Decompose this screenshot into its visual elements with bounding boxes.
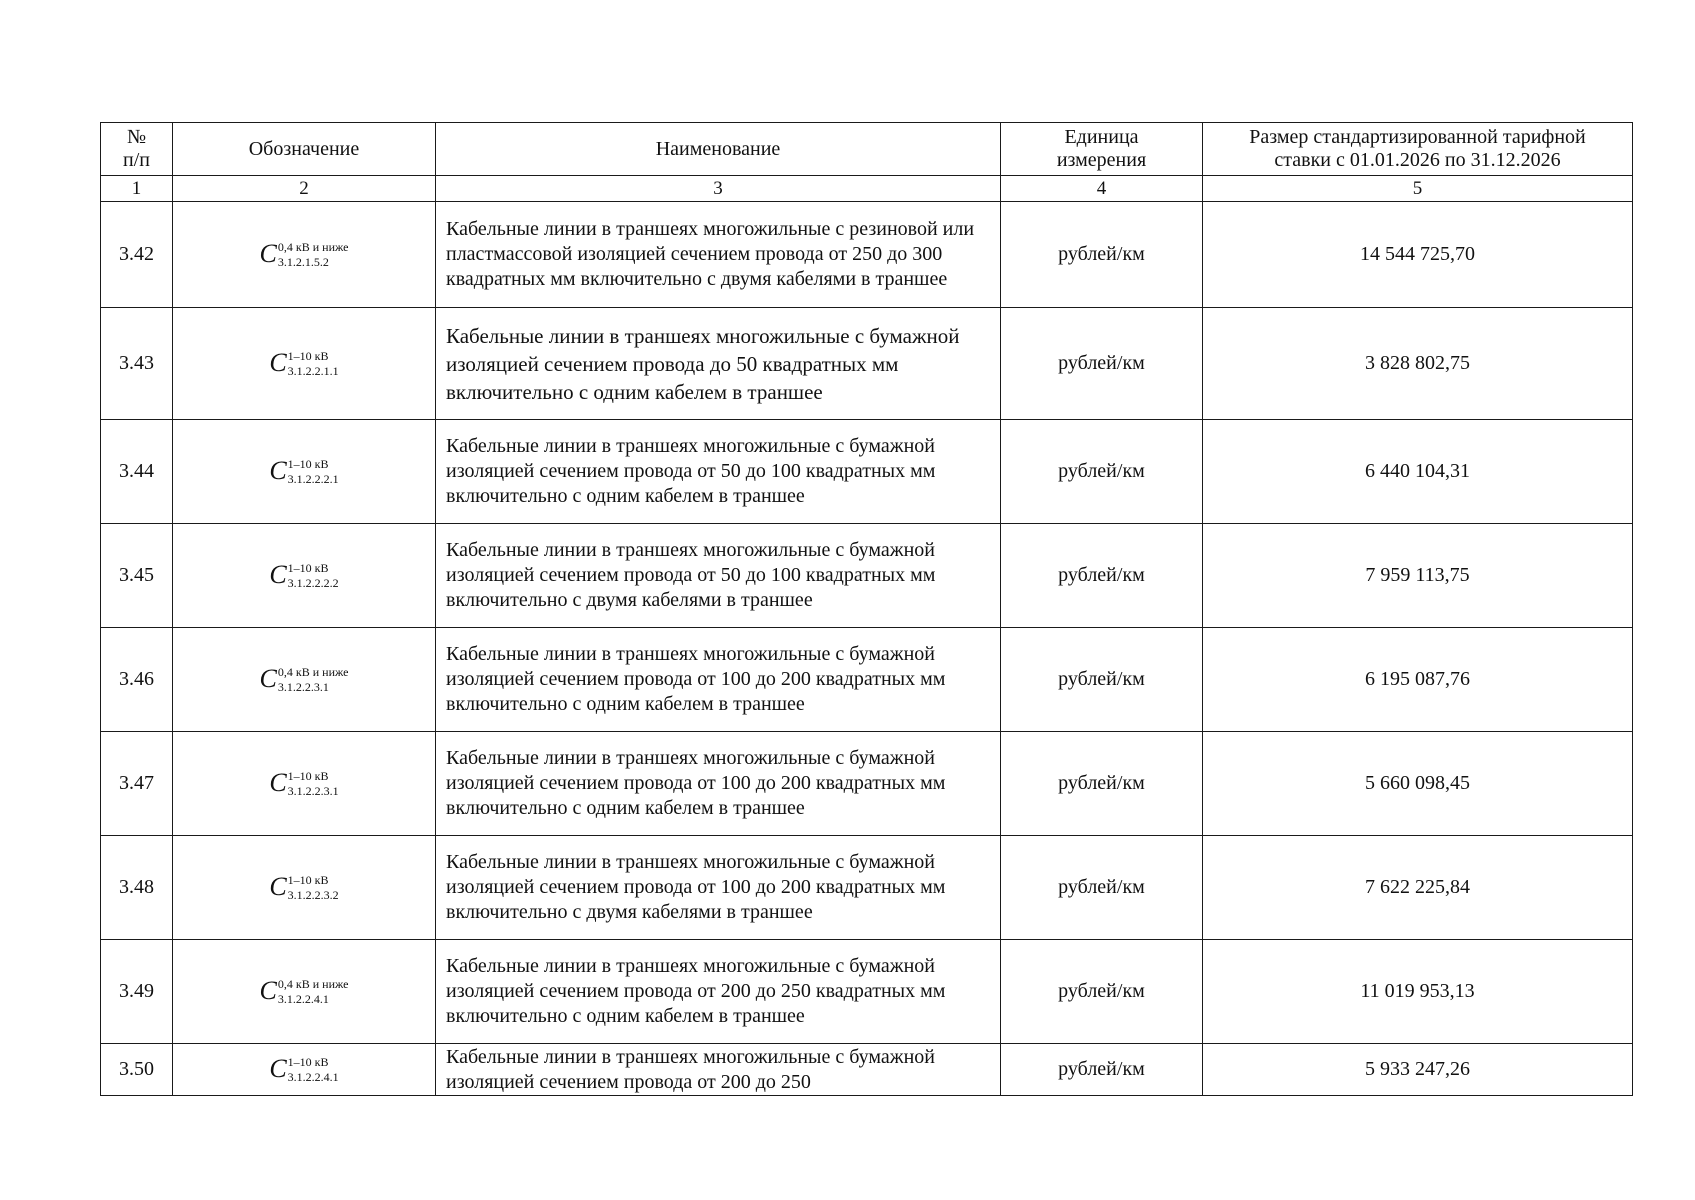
designation-symbol: C: [269, 768, 287, 797]
row-rate-value: 5 933 247,26: [1203, 1044, 1633, 1096]
row-designation: [173, 1044, 436, 1096]
row-name: [436, 1044, 1001, 1096]
row-name: [436, 732, 1001, 836]
designation-formula: [269, 457, 338, 486]
column-number: 1: [101, 176, 173, 202]
row-name-text: Кабельные линии в траншеях многожильные с бумажной изоляцией сечением провода от 100 до 200 квадратных мм включительно с одним кабелем в траншее: [446, 643, 946, 715]
designation-formula: [260, 240, 349, 269]
row-number: 3.42: [101, 202, 173, 308]
header-unit: Единица измерения: [1001, 123, 1203, 176]
designation-subscript: 3.1.2.1.5.2: [277, 255, 329, 269]
row-rate-value: 11 019 953,13: [1203, 940, 1633, 1044]
designation-subscript: 3.1.2.2.2.2: [287, 576, 339, 590]
designation-formula: [269, 1055, 338, 1084]
row-number: 3.44: [101, 420, 173, 524]
column-number: 5: [1203, 176, 1633, 202]
designation-superscript: 1–10 кВ: [287, 1055, 329, 1069]
column-number: 3: [436, 176, 1001, 202]
row-name: [436, 202, 1001, 308]
row-unit: рублей/км: [1001, 628, 1203, 732]
designation-symbol: C: [269, 872, 287, 901]
column-number: 2: [173, 176, 436, 202]
designation-symbol: C: [269, 456, 287, 485]
designation-superscript: 0,4 кВ и ниже: [277, 977, 349, 991]
row-designation: [173, 628, 436, 732]
row-name: [436, 308, 1001, 420]
table-row: [101, 940, 1633, 1044]
column-number: 4: [1001, 176, 1203, 202]
column-numbers-row: [101, 176, 1633, 202]
row-name-text: Кабельные линии в траншеях многожильные с бумажной изоляцией сечением провода от 50 до 100 квадратных мм включительно с двумя кабелями в траншее: [446, 539, 936, 611]
designation-superscript: 1–10 кВ: [287, 457, 329, 471]
row-designation: [173, 420, 436, 524]
row-unit: рублей/км: [1001, 1044, 1203, 1096]
designation-superscript: 1–10 кВ: [287, 769, 329, 783]
row-rate-value: 7 622 225,84: [1203, 836, 1633, 940]
table-row: [101, 836, 1633, 940]
row-number: 3.47: [101, 732, 173, 836]
row-designation: [173, 836, 436, 940]
designation-symbol: C: [259, 239, 277, 268]
designation-subscript: 3.1.2.2.1.1: [287, 364, 339, 378]
designation-superscript: 1–10 кВ: [287, 561, 329, 575]
designation-formula: [260, 665, 349, 694]
designation-subscript: 3.1.2.2.4.1: [287, 1070, 339, 1084]
row-designation: [173, 308, 436, 420]
header-rate: Размер стандартизированной тарифной ставки с 01.01.2026 по 31.12.2026: [1203, 123, 1633, 176]
row-rate-value: 3 828 802,75: [1203, 308, 1633, 420]
row-unit: рублей/км: [1001, 308, 1203, 420]
designation-symbol: C: [269, 1054, 287, 1083]
table-row: [101, 732, 1633, 836]
designation-formula: [260, 977, 349, 1006]
designation-symbol: C: [269, 560, 287, 589]
designation-subscript: 3.1.2.2.4.1: [277, 992, 329, 1006]
designation-symbol: C: [259, 976, 277, 1005]
table-row: [101, 628, 1633, 732]
row-name: [436, 836, 1001, 940]
row-name-text: Кабельные линии в траншеях многожильные с бумажной изоляцией сечением провода от 50 до 100 квадратных мм включительно с одним кабелем в траншее: [446, 435, 936, 507]
row-name-text: Кабельные линии в траншеях многожильные с бумажной изоляцией сечением провода от 200 до 250 квадратных мм включительно с одним кабелем в траншее: [446, 955, 946, 1027]
header-name: Наименование: [436, 123, 1001, 176]
row-designation: [173, 202, 436, 308]
table-row: [101, 420, 1633, 524]
table-row: [101, 202, 1633, 308]
header-number: № п/п: [101, 123, 173, 176]
designation-subscript: 3.1.2.2.3.1: [277, 680, 329, 694]
row-unit: рублей/км: [1001, 940, 1203, 1044]
row-name: [436, 628, 1001, 732]
designation-superscript: 1–10 кВ: [287, 873, 329, 887]
tariff-table: [100, 122, 1633, 1096]
row-unit: рублей/км: [1001, 524, 1203, 628]
row-number: 3.49: [101, 940, 173, 1044]
designation-symbol: C: [269, 348, 287, 377]
row-rate-value: 6 195 087,76: [1203, 628, 1633, 732]
row-unit: рублей/км: [1001, 202, 1203, 308]
row-name-text: Кабельные линии в траншеях многожильные с бумажной изоляцией сечением провода от 200 до 250: [446, 1045, 935, 1093]
row-number: 3.50: [101, 1044, 173, 1096]
designation-formula: [269, 873, 338, 902]
row-rate-value: 5 660 098,45: [1203, 732, 1633, 836]
row-name: [436, 940, 1001, 1044]
designation-superscript: 1–10 кВ: [287, 349, 329, 363]
table-row: [101, 524, 1633, 628]
row-rate-value: 7 959 113,75: [1203, 524, 1633, 628]
designation-symbol: C: [259, 664, 277, 693]
designation-subscript: 3.1.2.2.3.1: [287, 784, 339, 798]
designation-superscript: 0,4 кВ и ниже: [277, 665, 349, 679]
table-row: [101, 308, 1633, 420]
row-number: 3.45: [101, 524, 173, 628]
table-row: [101, 1044, 1633, 1096]
header-designation: Обозначение: [173, 123, 436, 176]
row-rate-value: 14 544 725,70: [1203, 202, 1633, 308]
row-unit: рублей/км: [1001, 732, 1203, 836]
row-name-text: Кабельные линии в траншеях многожильные с резиновой или пластмассовой изоляцией сечением провода от 250 до 300 квадратных мм включительно с двумя кабелями в траншее: [446, 218, 975, 290]
row-unit: рублей/км: [1001, 836, 1203, 940]
row-number: 3.48: [101, 836, 173, 940]
row-designation: [173, 940, 436, 1044]
row-name-text: Кабельные линии в траншеях многожильные с бумажной изоляцией сечением провода от 100 до 200 квадратных мм включительно с двумя кабелями в траншее: [446, 851, 946, 923]
designation-superscript: 0,4 кВ и ниже: [277, 240, 349, 254]
designation-formula: [269, 769, 338, 798]
row-name: [436, 524, 1001, 628]
row-designation: [173, 732, 436, 836]
designation-formula: [269, 561, 338, 590]
row-designation: [173, 524, 436, 628]
row-rate-value: 6 440 104,31: [1203, 420, 1633, 524]
row-unit: рублей/км: [1001, 420, 1203, 524]
row-number: 3.46: [101, 628, 173, 732]
row-name: [436, 420, 1001, 524]
designation-formula: [269, 349, 338, 378]
designation-subscript: 3.1.2.2.2.1: [287, 472, 339, 486]
row-number: 3.43: [101, 308, 173, 420]
designation-subscript: 3.1.2.2.3.2: [287, 888, 339, 902]
table-header-row: [101, 123, 1633, 176]
row-name-text: Кабельные линии в траншеях многожильные с бумажной изоляцией сечением провода до 50 квадратных мм включительно с одним кабелем в траншее: [446, 323, 960, 404]
row-name-text: Кабельные линии в траншеях многожильные с бумажной изоляцией сечением провода от 100 до 200 квадратных мм включительно с одним кабелем в траншее: [446, 747, 946, 819]
